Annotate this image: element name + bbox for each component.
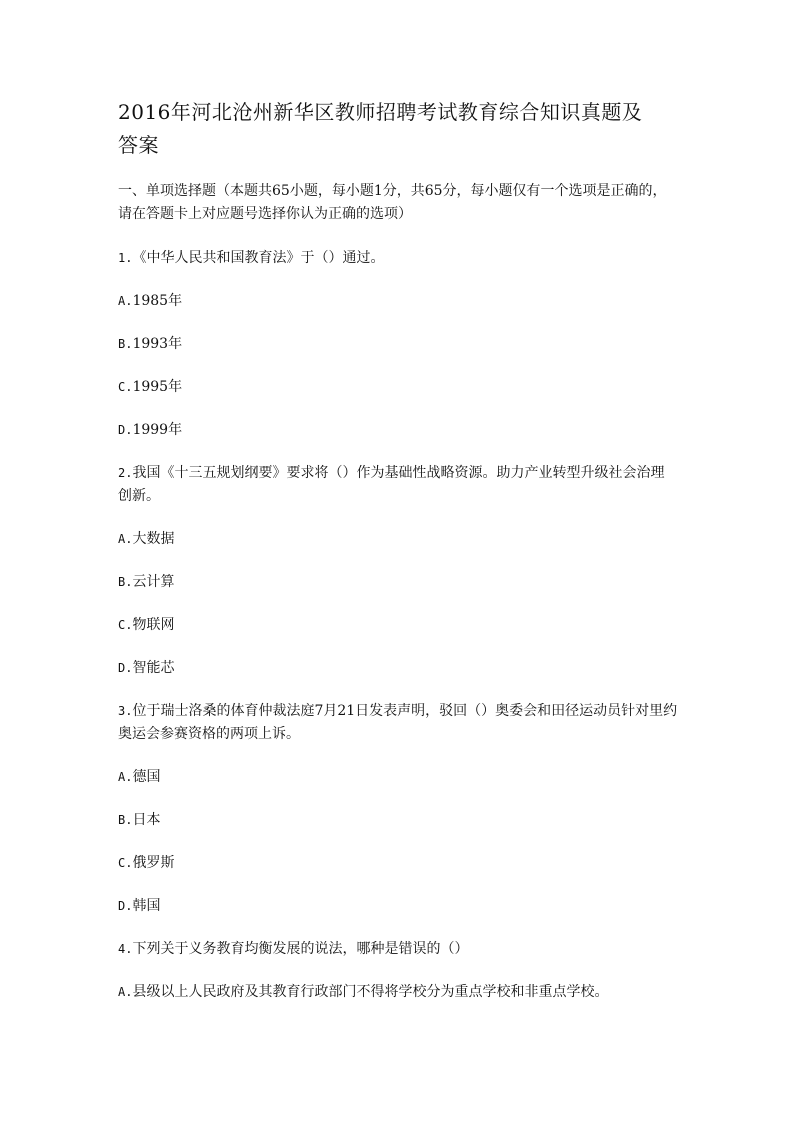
- option-text: 俄罗斯: [132, 855, 175, 871]
- option-letter: D.: [118, 899, 133, 913]
- option-letter: C.: [118, 618, 133, 632]
- document-page: [118, 96, 678, 1024]
- question-3: [118, 700, 678, 918]
- option-text: 1999年: [132, 422, 183, 438]
- option-d: [118, 895, 678, 918]
- option-b: [118, 333, 678, 356]
- option-text: 德国: [132, 769, 161, 785]
- option-text: 云计算: [132, 574, 175, 590]
- question-number: 3.: [118, 704, 133, 718]
- option-letter: C.: [118, 380, 133, 394]
- option-text: 1995年: [132, 379, 183, 395]
- option-letter: B.: [118, 575, 133, 589]
- title-line-2: 答案: [118, 133, 159, 157]
- option-a: [118, 766, 678, 789]
- option-letter: C.: [118, 856, 133, 870]
- document-title: [118, 96, 678, 162]
- option-a: [118, 528, 678, 551]
- option-letter: B.: [118, 813, 133, 827]
- option-d: [118, 657, 678, 680]
- option-text: 智能芯: [132, 660, 175, 676]
- question-text: 《中华人民共和国教育法》于（）通过。: [132, 250, 385, 266]
- question-1: [118, 247, 678, 442]
- option-letter: D.: [118, 423, 133, 437]
- option-c: [118, 852, 678, 875]
- option-a: [118, 290, 678, 313]
- question-stem: [118, 462, 678, 508]
- question-number: 1.: [118, 251, 133, 265]
- question-4: [118, 938, 678, 1004]
- option-d: [118, 419, 678, 442]
- question-text: 下列关于义务教育均衡发展的说法，哪种是错误的（）: [132, 941, 469, 957]
- option-b: [118, 571, 678, 594]
- option-c: [118, 376, 678, 399]
- option-letter: A.: [118, 985, 133, 999]
- option-text: 1985年: [132, 293, 183, 309]
- option-text: 大数据: [132, 531, 175, 547]
- question-text: 位于瑞士洛桑的体育仲裁法庭7月21日发表声明，驳回（）奥委会和田径运动员针对里约奥运会参赛资格的两项上诉。: [118, 703, 678, 742]
- option-text: 1993年: [132, 336, 183, 352]
- question-stem: [118, 938, 678, 961]
- question-text: 我国《十三五规划纲要》要求将（）作为基础性战略资源。助力产业转型升级社会治理创新。: [118, 465, 665, 504]
- question-number: 2.: [118, 466, 133, 480]
- question-2: [118, 462, 678, 680]
- option-letter: A.: [118, 294, 133, 308]
- title-line-1: 2016年河北沧州新华区教师招聘考试教育综合知识真题及: [118, 100, 643, 124]
- option-text: 物联网: [132, 617, 175, 633]
- option-letter: A.: [118, 532, 133, 546]
- question-number: 4.: [118, 942, 133, 956]
- option-text: 韩国: [132, 898, 161, 914]
- option-text: 日本: [132, 812, 161, 828]
- option-c: [118, 614, 678, 637]
- option-b: [118, 809, 678, 832]
- section-intro: 一、单项选择题（本题共65小题，每小题1分，共65分，每小题仅有一个选项是正确的，请在答题卡上对应题号选择你认为正确的选项）: [118, 183, 667, 222]
- option-letter: A.: [118, 770, 133, 784]
- option-letter: D.: [118, 661, 133, 675]
- option-letter: B.: [118, 337, 133, 351]
- option-a: [118, 981, 678, 1004]
- option-text: 县级以上人民政府及其教育行政部门不得将学校分为重点学校和非重点学校。: [132, 984, 609, 1000]
- question-stem: [118, 247, 678, 270]
- question-stem: [118, 700, 678, 746]
